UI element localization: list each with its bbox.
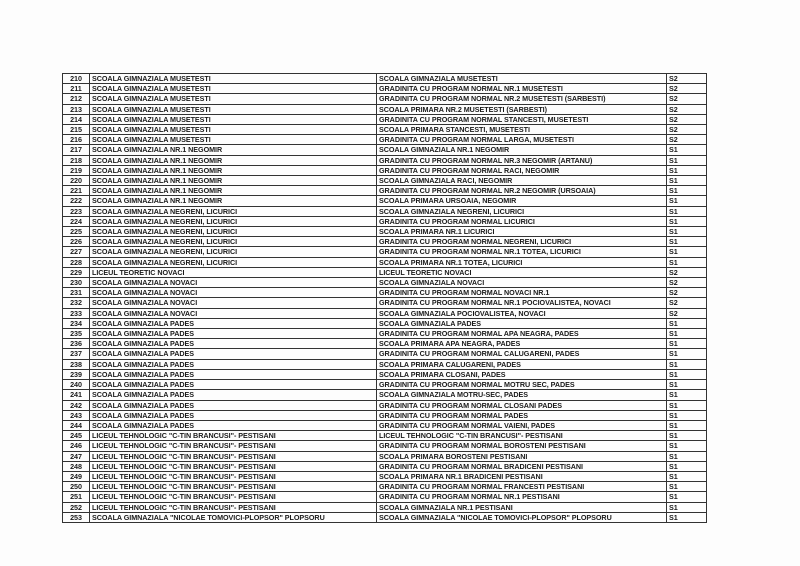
table-row [63, 329, 707, 339]
row-number-cell: 223 [63, 206, 90, 216]
row-number-cell: 246 [63, 441, 90, 451]
school-cell: LICEUL TEHNOLOGIC "C-TIN BRANCUSI"- PESTISANI [377, 431, 667, 441]
category-cell: S1 [667, 196, 707, 206]
table-row [63, 145, 707, 155]
unit-cell: SCOALA GIMNAZIALA "NICOLAE TOMOVICI-PLOPSOR" PLOPSORU [90, 512, 377, 522]
row-number-cell: 215 [63, 125, 90, 135]
row-number-cell: 214 [63, 114, 90, 124]
school-cell: SCOALA GIMNAZIALA NEGRENI, LICURICI [377, 206, 667, 216]
school-cell: SCOALA PRIMARA NR.1 LICURICI [377, 227, 667, 237]
category-cell: S1 [667, 512, 707, 522]
category-cell: S1 [667, 410, 707, 420]
school-cell: GRADINITA CU PROGRAM NORMAL NR.1 MUSETESTI [377, 84, 667, 94]
table-row [63, 502, 707, 512]
category-cell: S2 [667, 104, 707, 114]
category-cell: S1 [667, 502, 707, 512]
row-number-cell: 218 [63, 155, 90, 165]
category-cell: S1 [667, 227, 707, 237]
unit-cell: LICEUL TEHNOLOGIC "C-TIN BRANCUSI"- PESTISANI [90, 451, 377, 461]
unit-cell: SCOALA GIMNAZIALA PADES [90, 369, 377, 379]
category-cell: S1 [667, 380, 707, 390]
table-row [63, 298, 707, 308]
category-cell: S1 [667, 369, 707, 379]
unit-cell: SCOALA GIMNAZIALA PADES [90, 390, 377, 400]
table-row [63, 420, 707, 430]
table-row [63, 431, 707, 441]
category-cell: S2 [667, 94, 707, 104]
table-row [63, 441, 707, 451]
unit-cell: SCOALA GIMNAZIALA MUSETESTI [90, 114, 377, 124]
table-row [63, 359, 707, 369]
table-row [63, 176, 707, 186]
table-row [63, 461, 707, 471]
category-cell: S1 [667, 451, 707, 461]
table-row [63, 206, 707, 216]
category-cell: S1 [667, 145, 707, 155]
unit-cell: LICEUL TEHNOLOGIC "C-TIN BRANCUSI"- PESTISANI [90, 461, 377, 471]
row-number-cell: 229 [63, 267, 90, 277]
school-cell: GRADINITA CU PROGRAM NORMAL NR.2 NEGOMIR (URSOAIA) [377, 186, 667, 196]
school-cell: SCOALA GIMNAZIALA NR.1 NEGOMIR [377, 145, 667, 155]
table-row [63, 349, 707, 359]
row-number-cell: 241 [63, 390, 90, 400]
category-cell: S2 [667, 267, 707, 277]
category-cell: S1 [667, 206, 707, 216]
table-row [63, 339, 707, 349]
table-row [63, 94, 707, 104]
school-cell: GRADINITA CU PROGRAM NORMAL NEGRENI, LICURICI [377, 237, 667, 247]
school-cell: GRADINITA CU PROGRAM NORMAL NOVACI NR.1 [377, 288, 667, 298]
unit-cell: SCOALA GIMNAZIALA MUSETESTI [90, 104, 377, 114]
table-row [63, 257, 707, 267]
unit-cell: LICEUL TEHNOLOGIC "C-TIN BRANCUSI"- PESTISANI [90, 482, 377, 492]
row-number-cell: 224 [63, 216, 90, 226]
unit-cell: SCOALA GIMNAZIALA NOVACI [90, 288, 377, 298]
row-number-cell: 244 [63, 420, 90, 430]
school-cell: GRADINITA CU PROGRAM NORMAL LICURICI [377, 216, 667, 226]
category-cell: S1 [667, 492, 707, 502]
school-cell: SCOALA PRIMARA NR.2 MUSETESTI (SARBESTI) [377, 104, 667, 114]
school-cell: SCOALA GIMNAZIALA "NICOLAE TOMOVICI-PLOPSOR" PLOPSORU [377, 512, 667, 522]
table-row [63, 400, 707, 410]
unit-cell: LICEUL TEHNOLOGIC "C-TIN BRANCUSI"- PESTISANI [90, 441, 377, 451]
school-cell: GRADINITA CU PROGRAM NORMAL NR.3 NEGOMIR (ARTANU) [377, 155, 667, 165]
school-cell: GRADINITA CU PROGRAM NORMAL NR.1 POCIOVALISTEA, NOVACI [377, 298, 667, 308]
unit-cell: SCOALA GIMNAZIALA NOVACI [90, 308, 377, 318]
unit-cell: SCOALA GIMNAZIALA NEGRENI, LICURICI [90, 227, 377, 237]
row-number-cell: 216 [63, 135, 90, 145]
table-row [63, 318, 707, 328]
school-cell: SCOALA GIMNAZIALA MOTRU-SEC, PADES [377, 390, 667, 400]
schools-table-body [63, 74, 707, 523]
unit-cell: SCOALA GIMNAZIALA MUSETESTI [90, 84, 377, 94]
table-row [63, 125, 707, 135]
unit-cell: SCOALA GIMNAZIALA MUSETESTI [90, 125, 377, 135]
row-number-cell: 245 [63, 431, 90, 441]
category-cell: S2 [667, 298, 707, 308]
row-number-cell: 238 [63, 359, 90, 369]
school-cell: SCOALA GIMNAZIALA NR.1 PESTISANI [377, 502, 667, 512]
category-cell: S1 [667, 441, 707, 451]
row-number-cell: 213 [63, 104, 90, 114]
school-cell: SCOALA PRIMARA STANCESTI, MUSETESTI [377, 125, 667, 135]
school-cell: SCOALA GIMNAZIALA POCIOVALISTEA, NOVACI [377, 308, 667, 318]
unit-cell: SCOALA GIMNAZIALA PADES [90, 410, 377, 420]
school-cell: SCOALA GIMNAZIALA RACI, NEGOMIR [377, 176, 667, 186]
school-cell: GRADINITA CU PROGRAM NORMAL BOROSTENI PESTISANI [377, 441, 667, 451]
row-number-cell: 240 [63, 380, 90, 390]
unit-cell: LICEUL TEHNOLOGIC "C-TIN BRANCUSI"- PESTISANI [90, 492, 377, 502]
table-row [63, 308, 707, 318]
school-cell: SCOALA GIMNAZIALA MUSETESTI [377, 74, 667, 84]
unit-cell: SCOALA GIMNAZIALA PADES [90, 359, 377, 369]
row-number-cell: 251 [63, 492, 90, 502]
unit-cell: LICEUL TEHNOLOGIC "C-TIN BRANCUSI"- PESTISANI [90, 471, 377, 481]
unit-cell: SCOALA GIMNAZIALA NEGRENI, LICURICI [90, 206, 377, 216]
school-cell: GRADINITA CU PROGRAM NORMAL RACI, NEGOMIR [377, 165, 667, 175]
school-cell: GRADINITA CU PROGRAM NORMAL LARGA, MUSETESTI [377, 135, 667, 145]
school-cell: SCOALA GIMNAZIALA PADES [377, 318, 667, 328]
school-cell: SCOALA PRIMARA NR.1 TOTEA, LICURICI [377, 257, 667, 267]
unit-cell: SCOALA GIMNAZIALA NEGRENI, LICURICI [90, 237, 377, 247]
school-cell: SCOALA PRIMARA URSOAIA, NEGOMIR [377, 196, 667, 206]
category-cell: S2 [667, 84, 707, 94]
unit-cell: SCOALA GIMNAZIALA NR.1 NEGOMIR [90, 186, 377, 196]
row-number-cell: 243 [63, 410, 90, 420]
table-row [63, 247, 707, 257]
table-row [63, 512, 707, 522]
school-cell: GRADINITA CU PROGRAM NORMAL VAIENI, PADES [377, 420, 667, 430]
category-cell: S1 [667, 176, 707, 186]
category-cell: S2 [667, 125, 707, 135]
row-number-cell: 227 [63, 247, 90, 257]
unit-cell: SCOALA GIMNAZIALA NR.1 NEGOMIR [90, 176, 377, 186]
category-cell: S1 [667, 482, 707, 492]
category-cell: S2 [667, 288, 707, 298]
schools-table [62, 73, 707, 523]
school-cell: GRADINITA CU PROGRAM NORMAL NR.2 MUSETESTI (SARBESTI) [377, 94, 667, 104]
table-row [63, 84, 707, 94]
unit-cell: SCOALA GIMNAZIALA MUSETESTI [90, 74, 377, 84]
school-cell: GRADINITA CU PROGRAM NORMAL CALUGARENI, PADES [377, 349, 667, 359]
school-cell: SCOALA PRIMARA CALUGARENI, PADES [377, 359, 667, 369]
row-number-cell: 225 [63, 227, 90, 237]
table-row [63, 104, 707, 114]
table-row [63, 186, 707, 196]
school-cell: SCOALA PRIMARA BOROSTENI PESTISANI [377, 451, 667, 461]
row-number-cell: 230 [63, 278, 90, 288]
category-cell: S2 [667, 308, 707, 318]
row-number-cell: 226 [63, 237, 90, 247]
unit-cell: SCOALA GIMNAZIALA PADES [90, 329, 377, 339]
category-cell: S1 [667, 318, 707, 328]
table-row [63, 216, 707, 226]
table-row [63, 155, 707, 165]
table-row [63, 380, 707, 390]
row-number-cell: 250 [63, 482, 90, 492]
category-cell: S2 [667, 135, 707, 145]
row-number-cell: 219 [63, 165, 90, 175]
row-number-cell: 235 [63, 329, 90, 339]
unit-cell: SCOALA GIMNAZIALA MUSETESTI [90, 94, 377, 104]
table-row [63, 410, 707, 420]
row-number-cell: 222 [63, 196, 90, 206]
row-number-cell: 239 [63, 369, 90, 379]
row-number-cell: 210 [63, 74, 90, 84]
unit-cell: SCOALA GIMNAZIALA NOVACI [90, 298, 377, 308]
category-cell: S1 [667, 431, 707, 441]
row-number-cell: 228 [63, 257, 90, 267]
category-cell: S1 [667, 339, 707, 349]
table-row [63, 267, 707, 277]
category-cell: S1 [667, 461, 707, 471]
category-cell: S1 [667, 349, 707, 359]
row-number-cell: 221 [63, 186, 90, 196]
school-cell: GRADINITA CU PROGRAM NORMAL CLOSANI PADES [377, 400, 667, 410]
category-cell: S1 [667, 165, 707, 175]
category-cell: S2 [667, 114, 707, 124]
category-cell: S1 [667, 400, 707, 410]
category-cell: S1 [667, 216, 707, 226]
row-number-cell: 252 [63, 502, 90, 512]
school-cell: SCOALA PRIMARA CLOSANI, PADES [377, 369, 667, 379]
school-cell: GRADINITA CU PROGRAM NORMAL MOTRU SEC, PADES [377, 380, 667, 390]
category-cell: S1 [667, 471, 707, 481]
unit-cell: SCOALA GIMNAZIALA NR.1 NEGOMIR [90, 145, 377, 155]
school-cell: SCOALA PRIMARA NR.1 BRADICENI PESTISANI [377, 471, 667, 481]
unit-cell: SCOALA GIMNAZIALA NOVACI [90, 278, 377, 288]
unit-cell: SCOALA GIMNAZIALA MUSETESTI [90, 135, 377, 145]
table-row [63, 135, 707, 145]
table-row [63, 237, 707, 247]
category-cell: S1 [667, 359, 707, 369]
table-row [63, 227, 707, 237]
table-row [63, 74, 707, 84]
table-row [63, 196, 707, 206]
table-row [63, 278, 707, 288]
table-row [63, 369, 707, 379]
school-cell: GRADINITA CU PROGRAM NORMAL NR.1 PESTISANI [377, 492, 667, 502]
school-cell: GRADINITA CU PROGRAM NORMAL BRADICENI PESTISANI [377, 461, 667, 471]
unit-cell: SCOALA GIMNAZIALA NR.1 NEGOMIR [90, 155, 377, 165]
unit-cell: SCOALA GIMNAZIALA NEGRENI, LICURICI [90, 257, 377, 267]
row-number-cell: 232 [63, 298, 90, 308]
unit-cell: SCOALA GIMNAZIALA PADES [90, 349, 377, 359]
row-number-cell: 247 [63, 451, 90, 461]
unit-cell: LICEUL TEHNOLOGIC "C-TIN BRANCUSI"- PESTISANI [90, 431, 377, 441]
row-number-cell: 242 [63, 400, 90, 410]
unit-cell: SCOALA GIMNAZIALA NEGRENI, LICURICI [90, 247, 377, 257]
row-number-cell: 211 [63, 84, 90, 94]
row-number-cell: 217 [63, 145, 90, 155]
category-cell: S1 [667, 390, 707, 400]
unit-cell: SCOALA GIMNAZIALA PADES [90, 380, 377, 390]
school-cell: LICEUL TEORETIC NOVACI [377, 267, 667, 277]
unit-cell: SCOALA GIMNAZIALA NR.1 NEGOMIR [90, 196, 377, 206]
category-cell: S2 [667, 74, 707, 84]
unit-cell: LICEUL TEORETIC NOVACI [90, 267, 377, 277]
school-cell: GRADINITA CU PROGRAM NORMAL PADES [377, 410, 667, 420]
row-number-cell: 231 [63, 288, 90, 298]
table-row [63, 288, 707, 298]
unit-cell: SCOALA GIMNAZIALA PADES [90, 339, 377, 349]
category-cell: S1 [667, 257, 707, 267]
category-cell: S1 [667, 155, 707, 165]
category-cell: S1 [667, 237, 707, 247]
table-row [63, 471, 707, 481]
row-number-cell: 249 [63, 471, 90, 481]
table-row [63, 165, 707, 175]
category-cell: S1 [667, 329, 707, 339]
row-number-cell: 234 [63, 318, 90, 328]
school-cell: GRADINITA CU PROGRAM NORMAL STANCESTI, MUSETESTI [377, 114, 667, 124]
unit-cell: SCOALA GIMNAZIALA PADES [90, 400, 377, 410]
school-cell: GRADINITA CU PROGRAM NORMAL FRANCESTI PESTISANI [377, 482, 667, 492]
table-row [63, 114, 707, 124]
category-cell: S1 [667, 420, 707, 430]
category-cell: S1 [667, 186, 707, 196]
table-row [63, 451, 707, 461]
school-cell: GRADINITA CU PROGRAM NORMAL APA NEAGRA, PADES [377, 329, 667, 339]
school-cell: SCOALA PRIMARA APA NEAGRA, PADES [377, 339, 667, 349]
unit-cell: SCOALA GIMNAZIALA PADES [90, 318, 377, 328]
unit-cell: SCOALA GIMNAZIALA NEGRENI, LICURICI [90, 216, 377, 226]
school-cell: SCOALA GIMNAZIALA NOVACI [377, 278, 667, 288]
table-row [63, 482, 707, 492]
row-number-cell: 236 [63, 339, 90, 349]
unit-cell: SCOALA GIMNAZIALA NR.1 NEGOMIR [90, 165, 377, 175]
category-cell: S1 [667, 247, 707, 257]
row-number-cell: 233 [63, 308, 90, 318]
row-number-cell: 253 [63, 512, 90, 522]
unit-cell: LICEUL TEHNOLOGIC "C-TIN BRANCUSI"- PESTISANI [90, 502, 377, 512]
unit-cell: SCOALA GIMNAZIALA PADES [90, 420, 377, 430]
row-number-cell: 248 [63, 461, 90, 471]
school-cell: GRADINITA CU PROGRAM NORMAL NR.1 TOTEA, LICURICI [377, 247, 667, 257]
table-row [63, 492, 707, 502]
row-number-cell: 237 [63, 349, 90, 359]
row-number-cell: 220 [63, 176, 90, 186]
category-cell: S2 [667, 278, 707, 288]
row-number-cell: 212 [63, 94, 90, 104]
table-row [63, 390, 707, 400]
